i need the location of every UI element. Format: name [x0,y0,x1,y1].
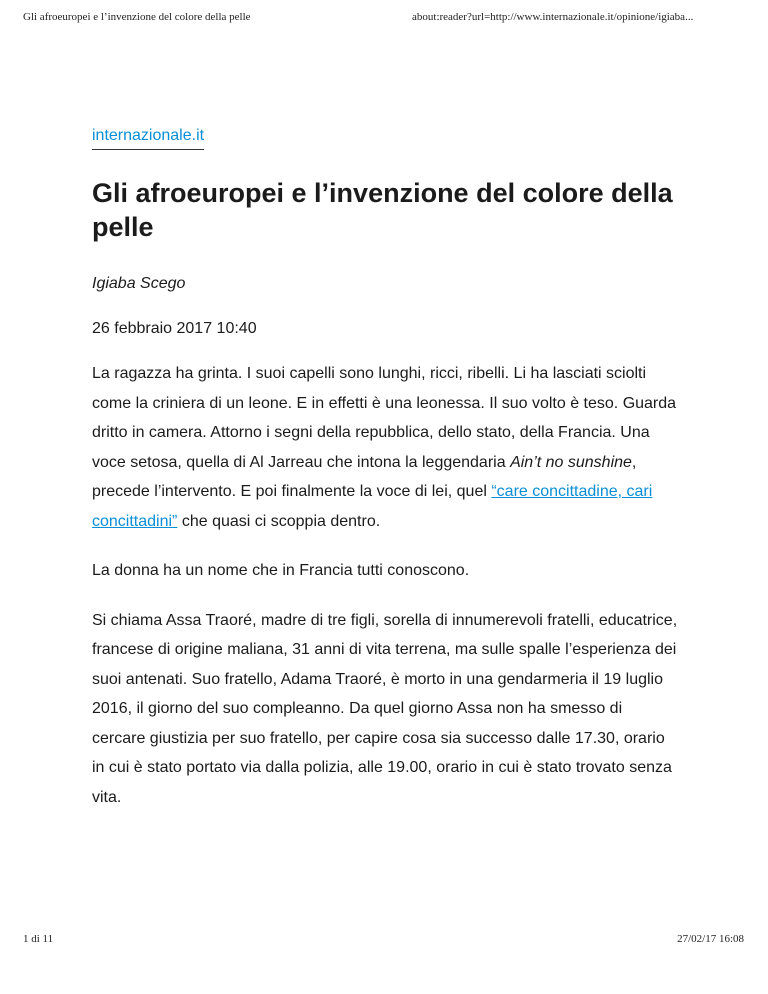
paragraph-2: La donna ha un nome che in Francia tutti conoscono. [92,562,470,579]
song-title: Ain’t no sunshine [510,453,632,471]
paragraph-1-text-c: che quasi ci scoppia dentro. [177,512,381,530]
paragraph-1 [92,359,678,536]
paragraph-3: Si chiama Assa Traoré, madre di tre figli, sorella di innumerevoli fratelli, educatrice, francese di origine maliana, 31 anni di vita terrena, ma sulle spalle l’esperienza dei suoi antenati. Suo fratello, Adama Traoré, è morto in una gendarmeria il 19 luglio 2016, il giorno del suo compleanno. Da quel giorno Assa non ha smesso di cercare giustizia per suo fratello, per capire cosa sia successo dalle 17.30, orario in cui è stato portato via dalla polizia, alle 19.00, orario in cui è stato trovato senza vita. [92,611,678,806]
print-header-title: Gli afroeuropei e l’invenzione del colore della pelle [23,11,251,23]
paragraph-1-text-a: La ragazza ha grinta. I suoi capelli sono lunghi, ricci, ribelli. Li ha lasciati sciolti come la criniera di un leone. E in effetti è una leonessa. Il suo volto è teso. Guarda dritto in camera. Attorno i segni della repubblica, dello stato, della Francia. Una voce setosa, quella di Al Jarreau che intona la leggendaria [92,365,677,471]
print-timestamp: 27/02/17 16:08 [677,933,744,945]
page-number: 1 di 11 [23,933,54,945]
article-author: Igiaba Scego [92,275,186,292]
paragraph-1-text-b: , precede l’intervento. E poi finalmente la voce di lei, quel [92,453,637,500]
site-link[interactable]: internazionale.it [92,126,204,150]
article-date: 26 febbraio 2017 10:40 [92,320,257,337]
article [92,126,678,812]
print-header-url: about:reader?url=http://www.internazionale.it/opinione/igiaba... [412,11,694,23]
quote-link[interactable]: “care concittadine, cari concittadini” [92,483,653,530]
article-title: Gli afroeuropei e l’invenzione del colore della pelle [92,178,673,242]
